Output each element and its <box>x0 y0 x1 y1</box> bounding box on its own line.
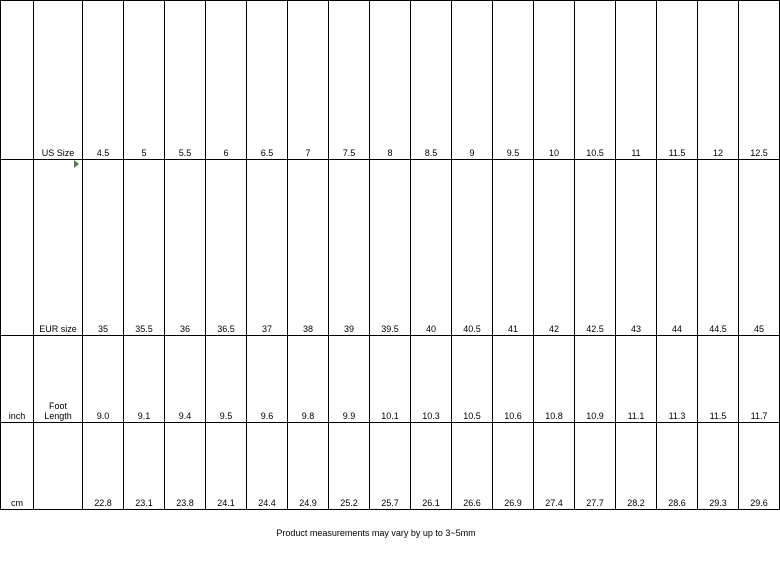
cell-value: 10.9 <box>575 336 616 423</box>
cell-value: 38 <box>288 160 329 336</box>
cell-value: 35 <box>83 160 124 336</box>
row-unit-label <box>1 160 34 336</box>
cell-value: 23.8 <box>165 423 206 510</box>
cell-value: 35.5 <box>124 160 165 336</box>
cell-value: 11.5 <box>657 1 698 160</box>
cell-value: 37 <box>247 160 288 336</box>
cell-value: 36 <box>165 160 206 336</box>
row-unit-label <box>1 1 34 160</box>
cell-value: 26.1 <box>411 423 452 510</box>
cell-value: 10.5 <box>452 336 493 423</box>
cell-value: 5.5 <box>165 1 206 160</box>
cell-value: 8.5 <box>411 1 452 160</box>
cell-value: 9.0 <box>83 336 124 423</box>
cell-value: 4.5 <box>83 1 124 160</box>
cell-value: 7.5 <box>329 1 370 160</box>
cell-value: 6 <box>206 1 247 160</box>
cell-value: 42.5 <box>575 160 616 336</box>
cell-value: 42 <box>534 160 575 336</box>
cell-value: 9.9 <box>329 336 370 423</box>
row-unit-label: inch <box>1 336 34 423</box>
table-row <box>1 336 780 423</box>
cell-value: 10.1 <box>370 336 411 423</box>
cell-value: 10.8 <box>534 336 575 423</box>
cell-value: 26.9 <box>493 423 534 510</box>
cell-value: 10.6 <box>493 336 534 423</box>
cell-value: 29.6 <box>739 423 780 510</box>
row-unit-label: cm <box>1 423 34 510</box>
cell-value: 24.4 <box>247 423 288 510</box>
cell-value: 24.9 <box>288 423 329 510</box>
measurement-footnote: Product measurements may vary by up to 3~5mm <box>276 528 476 538</box>
cell-value: 11.1 <box>616 336 657 423</box>
table-row <box>1 160 780 336</box>
cell-value: 25.2 <box>329 423 370 510</box>
cell-value: 41 <box>493 160 534 336</box>
cell-value: 5 <box>124 1 165 160</box>
cell-value: 9.5 <box>493 1 534 160</box>
row-name-label: EUR size <box>34 160 83 336</box>
cell-value: 11.3 <box>657 336 698 423</box>
table-row <box>1 1 780 160</box>
cell-value: 6.5 <box>247 1 288 160</box>
cell-value: 43 <box>616 160 657 336</box>
cell-value: 9.1 <box>124 336 165 423</box>
cell-value: 9.4 <box>165 336 206 423</box>
cell-value: 27.7 <box>575 423 616 510</box>
cell-value: 39.5 <box>370 160 411 336</box>
cell-value: 12.5 <box>739 1 780 160</box>
cell-value: 7 <box>288 1 329 160</box>
cell-value: 29.3 <box>698 423 739 510</box>
cell-value: 10.3 <box>411 336 452 423</box>
cell-value: 8 <box>370 1 411 160</box>
green-marker-icon <box>74 160 79 168</box>
cell-value: 45 <box>739 160 780 336</box>
cell-value: 27.4 <box>534 423 575 510</box>
cell-value: 10.5 <box>575 1 616 160</box>
cell-value: 22.8 <box>83 423 124 510</box>
cell-value: 44 <box>657 160 698 336</box>
row-name-label: US Size <box>34 1 83 160</box>
row-name-label <box>34 423 83 510</box>
cell-value: 9 <box>452 1 493 160</box>
table-row <box>1 423 780 510</box>
cell-value: 12 <box>698 1 739 160</box>
row-name-label: Foot Length <box>34 336 83 423</box>
cell-value: 25.7 <box>370 423 411 510</box>
cell-value: 39 <box>329 160 370 336</box>
cell-value: 44.5 <box>698 160 739 336</box>
cell-value: 9.8 <box>288 336 329 423</box>
cell-value: 11.7 <box>739 336 780 423</box>
cell-value: 24.1 <box>206 423 247 510</box>
cell-value: 40 <box>411 160 452 336</box>
cell-value: 11 <box>616 1 657 160</box>
cell-value: 28.2 <box>616 423 657 510</box>
cell-value: 36.5 <box>206 160 247 336</box>
cell-value: 11.5 <box>698 336 739 423</box>
cell-value: 28.6 <box>657 423 698 510</box>
cell-value: 9.6 <box>247 336 288 423</box>
cell-value: 26.6 <box>452 423 493 510</box>
cell-value: 23.1 <box>124 423 165 510</box>
cell-value: 40.5 <box>452 160 493 336</box>
cell-value: 9.5 <box>206 336 247 423</box>
cell-value: 10 <box>534 1 575 160</box>
